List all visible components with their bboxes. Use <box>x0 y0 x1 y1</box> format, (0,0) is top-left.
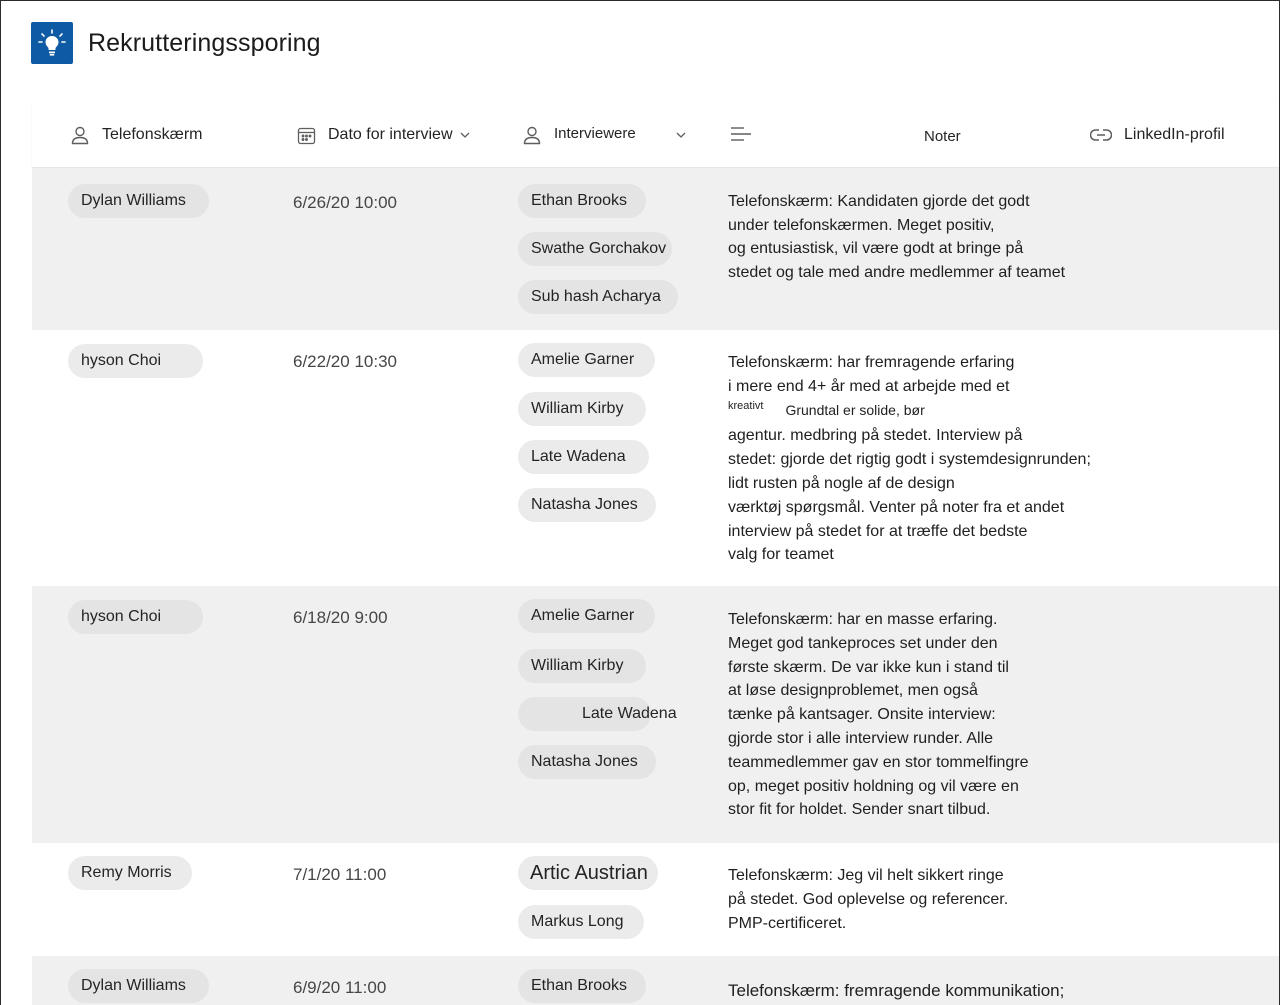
column-header-telefonskaerm[interactable] <box>70 102 202 168</box>
column-header-row <box>32 102 1280 168</box>
interview-date: 7/1/20 11:00 <box>293 865 387 884</box>
interviewer-chip[interactable]: Ethan Brooks <box>518 184 646 218</box>
notes-line: interview på stedet for at træffe det bedste <box>728 522 1028 540</box>
notes-line-group <box>728 399 1098 425</box>
notes-line: stedet: gjorde det rigtig godt i systemdesignrunden; <box>728 451 1091 469</box>
interviewer-chip[interactable]: William Kirby <box>518 392 646 426</box>
interviewer-chip[interactable]: Late Wadena <box>518 440 649 474</box>
notes-line: teammedlemmer gav en stor tommelfingre <box>728 753 1029 771</box>
interviewer-chip[interactable]: Ethan Brooks <box>518 969 646 1003</box>
notes-line: at løse designproblemet, men også <box>728 682 978 700</box>
person-icon <box>70 125 90 145</box>
column-header-label: Telefonskærm <box>102 126 203 143</box>
table-row[interactable] <box>32 843 1280 956</box>
notes-line: Telefonskærm: fremragende kommunikation; <box>728 981 1065 1000</box>
notes-line: Telefonskærm: Jeg vil helt sikkert ringe <box>728 867 1004 884</box>
notes-cell[interactable] <box>728 351 1098 567</box>
interviewer-chip[interactable]: Late Wadena <box>518 697 651 731</box>
notes-cell[interactable] <box>728 979 1098 1003</box>
notes-cell[interactable] <box>728 608 1098 822</box>
column-header-dato[interactable] <box>297 102 471 168</box>
lines-icon <box>730 102 752 168</box>
notes-line: Meget god tankeproces set under den <box>728 634 998 652</box>
notes-cell[interactable] <box>728 864 1098 935</box>
interview-date: 6/22/20 10:30 <box>293 352 397 371</box>
chevron-down-icon[interactable] <box>459 129 471 141</box>
notes-cell[interactable] <box>728 190 1098 284</box>
lightbulb-icon <box>31 22 73 64</box>
column-header-interviewere[interactable] <box>522 102 636 168</box>
table-row[interactable] <box>32 586 1280 843</box>
notes-line: stor fit for holdet. Sender snart tilbud. <box>728 801 991 819</box>
interview-date: 6/9/20 11:00 <box>293 978 387 997</box>
notes-line: Telefonskærm: Kandidaten gjorde det godt <box>728 193 1030 210</box>
interviewer-chip[interactable]: Amelie Garner <box>518 343 655 377</box>
notes-line: Telefonskærm: har en masse erfaring. <box>728 611 998 628</box>
notes-line: gjorde stor i alle interview runder. Alle <box>728 729 994 747</box>
candidate-chip[interactable]: Dylan Williams <box>68 184 209 218</box>
candidate-chip[interactable]: hyson Choi <box>68 344 203 378</box>
notes-line: agentur. medbring på stedet. Interview på <box>728 427 1023 445</box>
notes-line: Grundtal er solide, bør <box>785 401 925 418</box>
column-header-label: LinkedIn-profil <box>1124 126 1225 143</box>
interviewer-chip[interactable]: Natasha Jones <box>518 745 656 779</box>
candidate-chip[interactable]: Dylan Williams <box>68 969 209 1003</box>
interviewer-chip[interactable]: Artic Austrian <box>518 856 658 890</box>
notes-line: valg for teamet <box>728 546 834 564</box>
app-header <box>31 21 321 65</box>
chevron-down-icon[interactable] <box>675 102 687 168</box>
notes-line: værktøj spørgsmål. Venter på noter fra et andet <box>728 498 1065 516</box>
interview-date: 6/18/20 9:00 <box>293 608 388 627</box>
link-icon <box>1090 128 1112 142</box>
notes-line: under telefonskærmen. Meget positiv, <box>728 216 995 234</box>
interviewer-chip[interactable]: Swathe Gorchakov <box>518 232 672 266</box>
candidate-chip[interactable]: hyson Choi <box>68 600 203 634</box>
column-header-label: Interviewere <box>554 124 636 142</box>
interviewer-chip[interactable]: William Kirby <box>518 649 646 683</box>
column-header-label: Dato for interview <box>328 126 453 143</box>
table-row[interactable] <box>32 330 1280 586</box>
notes-line-small: kreativt <box>728 399 764 412</box>
interviewer-chip[interactable]: Markus Long <box>518 905 644 939</box>
interviewer-chip[interactable]: Sub hash Acharya <box>518 280 678 314</box>
column-header-linkedin[interactable] <box>1090 102 1225 168</box>
interviewer-chip[interactable]: Natasha Jones <box>518 488 656 522</box>
table-row[interactable] <box>32 956 1280 1005</box>
notes-line: og entusiastisk, vil være godt at bringe på <box>728 240 1024 257</box>
notes-line: lidt rusten på nogle af de design <box>728 474 955 492</box>
table-row[interactable] <box>32 168 1280 330</box>
notes-line: stedet og tale med andre medlemmer af teamet <box>728 263 1066 281</box>
person-icon <box>522 125 542 145</box>
notes-line: på stedet. God oplevelse og referencer. <box>728 890 1009 908</box>
calendar-icon <box>297 126 316 145</box>
app-title: Rekrutteringssporing <box>88 28 321 57</box>
notes-line: i mere end 4+ år med at arbejde med et <box>728 377 1010 395</box>
notes-line: tænke på kantsager. Onsite interview: <box>728 706 996 724</box>
column-header-noter[interactable] <box>924 102 961 168</box>
data-grid <box>32 102 1280 1005</box>
candidate-chip[interactable]: Remy Morris <box>68 856 192 890</box>
interviewer-chip[interactable]: Amelie Garner <box>518 599 655 633</box>
notes-line: PMP-certificeret. <box>728 914 847 932</box>
notes-line: Telefonskærm: har fremragende erfaring <box>728 354 1015 371</box>
notes-line: op, meget positiv holdning og vil være en <box>728 777 1019 795</box>
column-header-label: Noter <box>924 127 961 145</box>
interview-date: 6/26/20 10:00 <box>293 193 397 212</box>
notes-line: første skærm. De var ikke kun i stand til <box>728 658 1009 676</box>
